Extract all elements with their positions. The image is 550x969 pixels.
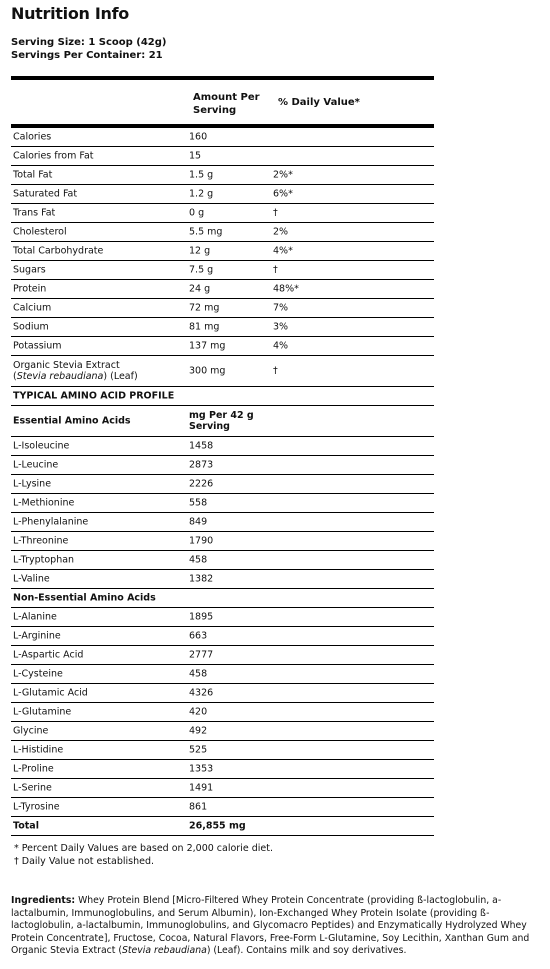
amino-row xyxy=(11,760,434,779)
amino-amount: 1790 xyxy=(189,535,214,547)
amino-amount: 2873 xyxy=(189,459,214,471)
nutrient-daily-value: 48%* xyxy=(273,283,299,295)
stevia-prefix: Organic Stevia Extract ( xyxy=(13,360,120,382)
amino-row xyxy=(11,665,434,684)
amino-amount: 4326 xyxy=(189,687,214,699)
nutrient-amount: 7.5 g xyxy=(189,264,214,276)
nutrient-name: Saturated Fat xyxy=(13,188,78,200)
nutrient-amount: 300 mg xyxy=(189,365,226,377)
nutrient-row xyxy=(11,204,434,223)
amino-row xyxy=(11,608,434,627)
amino-amount: 1491 xyxy=(189,782,214,794)
page-title: Nutrition Info xyxy=(11,4,129,23)
servings-per-container: Servings Per Container: 21 xyxy=(11,50,163,61)
amino-row xyxy=(11,532,434,551)
nutrient-amount: 1.2 g xyxy=(189,188,214,200)
nutrient-row xyxy=(11,166,434,185)
amino-name: L-Phenylalanine xyxy=(13,516,89,528)
amino-row xyxy=(11,475,434,494)
amino-name: L-Tyrosine xyxy=(13,801,60,813)
amino-amount: 2226 xyxy=(189,478,214,490)
stevia-suffix: ) (Leaf) xyxy=(103,371,138,382)
amino-row xyxy=(11,703,434,722)
nutrient-row xyxy=(11,223,434,242)
nutrient-row xyxy=(11,280,434,299)
amino-amount: 1382 xyxy=(189,573,214,585)
amino-row xyxy=(11,646,434,665)
nutrient-row xyxy=(11,337,434,356)
amino-name: L-Histidine xyxy=(13,744,64,756)
essential-amount-header-line2: Serving xyxy=(189,421,230,432)
nutrient-daily-value: 4% xyxy=(273,340,289,352)
amino-amount: 420 xyxy=(189,706,208,718)
essential-title: Essential Amino Acids xyxy=(13,415,131,427)
nutrient-name: Calcium xyxy=(13,302,52,314)
serving-size: Serving Size: 1 Scoop (42g) xyxy=(11,37,167,48)
stevia-latin: Stevia rebaudiana xyxy=(16,371,104,382)
nutrient-name: Sodium xyxy=(13,321,49,333)
nutrient-daily-value: † xyxy=(273,264,278,276)
amino-name: L-Arginine xyxy=(13,630,61,642)
nutrient-amount: 15 xyxy=(189,150,202,162)
amino-amount: 525 xyxy=(189,744,208,756)
amino-row xyxy=(11,570,434,589)
amino-name: L-Glutamic Acid xyxy=(13,687,88,699)
total-row xyxy=(11,817,434,836)
amino-name: L-Tryptophan xyxy=(13,554,75,566)
nutrient-daily-value: 2% xyxy=(273,226,289,238)
amino-name: L-Proline xyxy=(13,763,54,775)
amino-name: L-Alanine xyxy=(13,611,57,623)
amino-name: L-Aspartic Acid xyxy=(13,649,84,661)
nutrient-row xyxy=(11,318,434,337)
nutrient-daily-value: † xyxy=(273,207,278,219)
amino-name: Glycine xyxy=(13,725,49,737)
ingredients-text-end: ) (Leaf). Contains milk and soy derivatives. xyxy=(206,945,407,956)
footnotes xyxy=(14,842,273,868)
amino-name: L-Lysine xyxy=(13,478,52,490)
amino-amount: 1458 xyxy=(189,440,214,452)
nutrient-amount: 137 mg xyxy=(189,340,226,352)
amino-amount: 663 xyxy=(189,630,208,642)
nutrient-row xyxy=(11,147,434,166)
nutrient-amount: 5.5 mg xyxy=(189,226,223,238)
nutrient-row xyxy=(11,261,434,280)
nutrient-daily-value: 7% xyxy=(273,302,289,314)
amino-name: L-Methionine xyxy=(13,497,75,509)
amino-row xyxy=(11,722,434,741)
amino-name: L-Serine xyxy=(13,782,52,794)
nutrient-row xyxy=(11,128,434,147)
nutrient-name: Calories xyxy=(13,131,52,143)
nutrient-amount: 81 mg xyxy=(189,321,220,333)
amino-name: L-Isoleucine xyxy=(13,440,70,452)
nutrient-name: Total Fat xyxy=(13,169,53,181)
ingredients-text: Whey Protein Blend [Micro-Filtered Whey Protein Concentrate (providing ß-lactoglobulin, a-lactalbumin, Immunoglobulins, and Serum Albumin), Ion-Exchanged Whey Protein Isolate (providing ß-lactoglobulin, a-lactalbumin, Immunoglobulins, and Glycomacro Peptides) and Enzymatically Hydrolyzed Whey Protein Concentrate], Fructose, Cocoa, Natural Flavors, Free-Form L-Glutamine, Soy Lecithin, Xanthan Gum and Organic Stevia Extract ( xyxy=(11,895,530,956)
nutrient-name: Protein xyxy=(13,283,47,295)
amino-row xyxy=(11,437,434,456)
stevia-name xyxy=(13,360,153,382)
amino-amount: 1895 xyxy=(189,611,214,623)
nutrient-name: Potassium xyxy=(13,340,62,352)
footnote-percent: * Percent Daily Values are based on 2,000 calorie diet. xyxy=(14,843,273,854)
nutrient-name: Calories from Fat xyxy=(13,150,94,162)
amino-row xyxy=(11,513,434,532)
amino-row xyxy=(11,798,434,817)
amino-amount: 558 xyxy=(189,497,208,509)
daily-value-header: % Daily Value* xyxy=(278,97,360,108)
ingredients xyxy=(11,895,531,958)
amino-amount: 458 xyxy=(189,668,208,680)
nutrient-amount: 12 g xyxy=(189,245,211,257)
nutrient-daily-value: 2%* xyxy=(273,169,293,181)
footnote-dagger: † Daily Value not established. xyxy=(14,856,155,867)
amino-name: L-Threonine xyxy=(13,535,69,547)
nutrient-amount: 160 xyxy=(189,131,208,143)
nutrient-row xyxy=(11,356,434,387)
nutrient-name: Sugars xyxy=(13,264,46,276)
amino-profile-title: TYPICAL AMINO ACID PROFILE xyxy=(13,390,175,402)
amino-amount: 458 xyxy=(189,554,208,566)
amino-row xyxy=(11,551,434,570)
amino-amount: 861 xyxy=(189,801,208,813)
amino-amount: 1353 xyxy=(189,763,214,775)
amino-row xyxy=(11,684,434,703)
top-rule xyxy=(11,76,434,80)
nutrient-amount: 24 g xyxy=(189,283,211,295)
amino-row xyxy=(11,494,434,513)
amino-name: L-Leucine xyxy=(13,459,59,471)
amino-name: L-Cysteine xyxy=(13,668,63,680)
non-essential-title: Non-Essential Amino Acids xyxy=(13,592,156,604)
amino-amount: 2777 xyxy=(189,649,214,661)
amino-name: L-Valine xyxy=(13,573,50,585)
essential-header-row xyxy=(11,406,434,437)
amount-header-line1: Amount Per xyxy=(193,92,260,103)
nutrient-amount: 1.5 g xyxy=(189,169,214,181)
amino-row xyxy=(11,627,434,646)
total-amount: 26,855 mg xyxy=(189,820,246,832)
ingredients-italic: Stevia rebaudiana xyxy=(122,945,207,956)
nutrient-daily-value: 3% xyxy=(273,321,289,333)
nutrient-row xyxy=(11,185,434,204)
amino-name: L-Glutamine xyxy=(13,706,72,718)
amino-row xyxy=(11,741,434,760)
amount-header-line2: Serving xyxy=(193,105,237,116)
non-essential-header-row xyxy=(11,589,434,608)
nutrient-row xyxy=(11,299,434,318)
amount-per-serving-header xyxy=(193,91,260,117)
nutrient-amount: 0 g xyxy=(189,207,205,219)
nutrient-amount: 72 mg xyxy=(189,302,220,314)
amino-amount: 849 xyxy=(189,516,208,528)
amino-row xyxy=(11,779,434,798)
nutrient-name: Trans Fat xyxy=(13,207,56,219)
nutrient-daily-value: 6%* xyxy=(273,188,293,200)
essential-amount-header-line1: mg Per 42 g xyxy=(189,410,254,421)
nutrient-row xyxy=(11,242,434,261)
serving-info xyxy=(11,36,167,62)
total-label: Total xyxy=(13,820,39,832)
amino-row xyxy=(11,456,434,475)
amino-profile-title-row xyxy=(11,387,434,406)
amino-amount: 492 xyxy=(189,725,208,737)
nutrient-daily-value: † xyxy=(273,365,278,377)
essential-amount-header xyxy=(189,410,254,432)
nutrient-name: Total Carbohydrate xyxy=(13,245,104,257)
ingredients-label: Ingredients: xyxy=(11,895,76,906)
nutrient-name: Cholesterol xyxy=(13,226,67,238)
nutrient-daily-value: 4%* xyxy=(273,245,293,257)
